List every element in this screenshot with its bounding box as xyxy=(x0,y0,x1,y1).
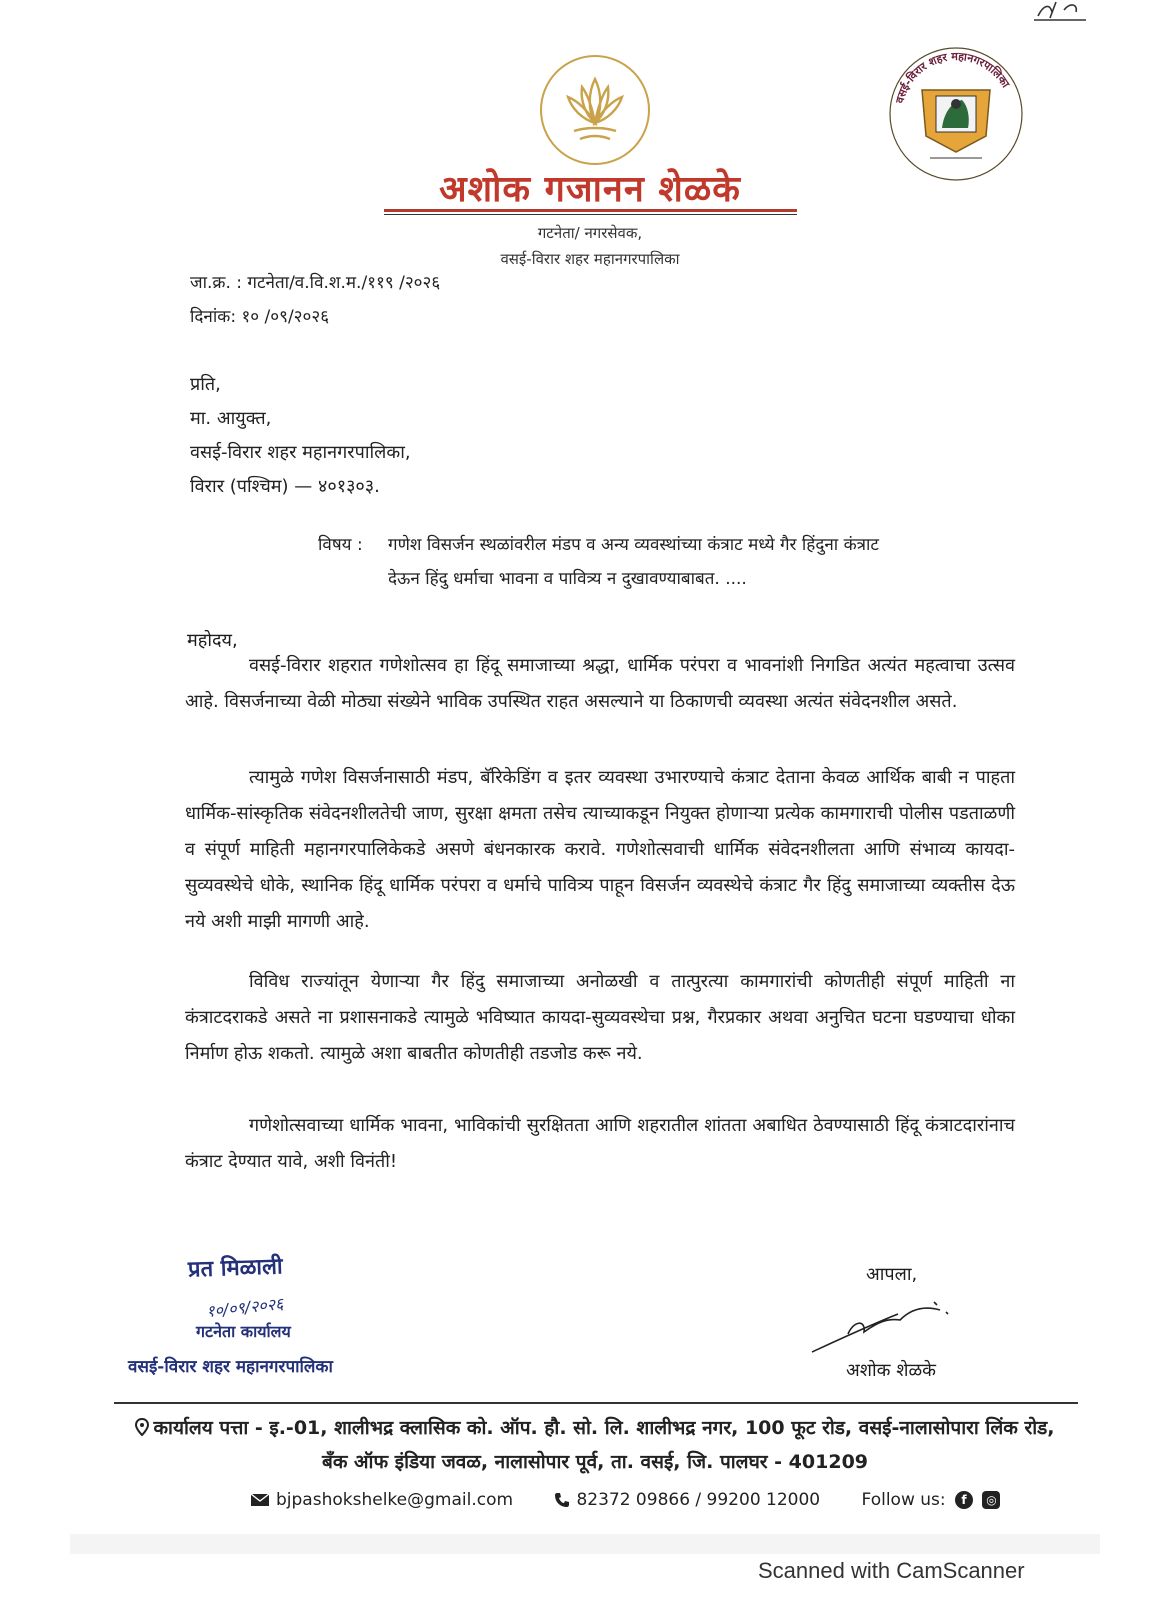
stamp-office: गटनेता कार्यालय xyxy=(196,1322,291,1341)
stamp-date: १०/०९/२०२६ xyxy=(205,1294,285,1321)
corporation-seal xyxy=(882,40,1030,188)
stamp-corporation: वसई-विरार शहर महानगरपालिका xyxy=(128,1357,333,1377)
header-divider xyxy=(384,209,797,212)
received-stamp xyxy=(118,1252,388,1392)
email-address[interactable]: bjpashokshelke@gmail.com xyxy=(276,1490,514,1510)
phone-icon xyxy=(554,1492,570,1508)
subject-label: विषय : xyxy=(318,535,363,555)
subject-line-2: देऊन हिंदु धर्माचा भावना व पावित्र्य न दुखावण्याबाबत. .... xyxy=(388,569,747,589)
corner-scribble-icon xyxy=(1030,0,1090,24)
lotus-icon xyxy=(560,71,630,147)
footer-divider xyxy=(114,1402,1078,1404)
salutation: महोदय, xyxy=(187,630,238,651)
designation-line-1: गटनेता/ नगरसेवक, xyxy=(537,224,643,242)
follow-us-label: Follow us: xyxy=(861,1490,946,1510)
reference-number: जा.क्र. : गटनेता/व.वि.श.म./११९ /२०२६ xyxy=(190,273,441,293)
body-paragraph-1: वसई-विरार शहरात गणेशोत्सव हा हिंदू समाजाच्या श्रद्धा, धार्मिक परंपरा व भावनांशी निगडित अत्यंत महत्वाचा उत्सव आहे. विसर्जनाच्या वेळी मोठ्या संख्येने भाविक उपस्थित राहत असल्याने या ठिकाणची व्यवस्था अत्यंत संवेदनशील असते. xyxy=(185,655,1015,712)
letter-date: दिनांक: १० /०९/२०२६ xyxy=(190,307,330,327)
scan-edge-strip xyxy=(70,1534,1100,1554)
body-paragraph-3: विविध राज्यांतून येणाऱ्या गैर हिंदु समाजाच्या अनोळखी व तात्पुरत्या कामगारांची कोणतीही संपूर्ण माहिती ना कंत्राटदराकडे असते ना प्रशासनाकडे त्यामुळे भविष्यात कायदा-सुव्यवस्थेचा प्रश्न, गैरप्रकार अथवा अनुचित घटना घडण्याचा धोका निर्माण होऊ शकतो. त्यामुळे अशा बाबतीत कोणतीही तडजोड करू नये. xyxy=(185,971,1015,1064)
location-pin-icon xyxy=(135,1418,149,1436)
footer-address-line-1 xyxy=(115,1414,1075,1440)
footer-address-line-2: बँक ऑफ इंडिया जवळ, नालासोपार पूर्व, ता. वसई, जि. पालघर - 401209 xyxy=(321,1451,869,1473)
seal-text: वसई-विरार शहर महानगरपालिका xyxy=(893,49,1013,105)
recipient-line-2: वसई-विरार शहर महानगरपालिका, xyxy=(190,442,411,463)
facebook-icon[interactable]: f xyxy=(955,1491,973,1509)
scanner-watermark: Scanned with CamScanner xyxy=(758,1558,1025,1583)
designation-line-2: वसई-विरार शहर महानगरपालिका xyxy=(500,250,680,268)
body-paragraph-4: गणेशोत्सवाच्या धार्मिक भावना, भाविकांची सुरक्षितता आणि शहरातील शांतता अबाधित ठेवण्यासाठी हिंदू कंत्राटदारांनाच कंत्राट देण्यात यावे, अशी विनंती! xyxy=(185,1115,1015,1172)
signatory-name: अशोक शेळके xyxy=(846,1360,936,1381)
letterhead-designation xyxy=(420,220,760,272)
recipient-line-1: मा. आयुक्त, xyxy=(190,408,272,429)
body-paragraph-2: त्यामुळे गणेश विसर्जनासाठी मंडप, बॅरिकेडिंग व इतर व्यवस्था उभारण्याचे कंत्राट देताना केवळ आर्थिक बाबी न पाहता धार्मिक-सांस्कृतिक संवेदनशीलतेची जाण, सुरक्षा क्षमता तसेच त्याच्याकडून नियुक्त होणाऱ्या प्रत्येक कामगाराची पोलीस पडताळणी व संपूर्ण माहिती महानगरपालिकेकडे असणे बंधनकारक करावे. गणेशोत्सवाची धार्मिक संवेदनशीलता आणि संभाव्य कायदा-सुव्यवस्थेचे धोके, स्थानिक हिंदू धार्मिक परंपरा व धर्माचे पावित्र्य पाहून विसर्जन व्यवस्थेचे कंत्राट गैर हिंदु समाजाच्या व्यक्तीस देऊ नये अशी माझी मागणी आहे. xyxy=(185,767,1015,932)
recipient-line-3: विरार (पश्चिम) — ४०१३०३. xyxy=(190,476,380,497)
instagram-icon[interactable]: ◎ xyxy=(982,1491,1000,1509)
email-icon xyxy=(250,1493,270,1507)
phone-numbers[interactable]: 82372 09866 / 99200 12000 xyxy=(576,1490,821,1510)
signature-icon xyxy=(808,1290,958,1360)
address-line-1-text: कार्यालय पत्ता - इ.-01, शालीभद्र क्लासिक को. ऑप. हौ. सो. लि. शालीभद्र नगर, 100 फूट रोड, वसई-नालासोपारा लिंक रोड, xyxy=(153,1417,1055,1439)
subject-line-1: गणेश विसर्जन स्थळांवरील मंडप व अन्य व्यवस्थांच्या कंत्राट मध्ये गैर हिंदुना कंत्राट xyxy=(388,535,880,555)
recipient-to: प्रति, xyxy=(190,374,221,395)
footer-contact xyxy=(250,1490,1000,1510)
closing-yours: आपला, xyxy=(866,1264,918,1285)
party-logo xyxy=(540,55,650,165)
letterhead-name: अशोक गजानन शेळके xyxy=(439,168,741,210)
stamp-title: प्रत मिळाली xyxy=(187,1253,284,1283)
